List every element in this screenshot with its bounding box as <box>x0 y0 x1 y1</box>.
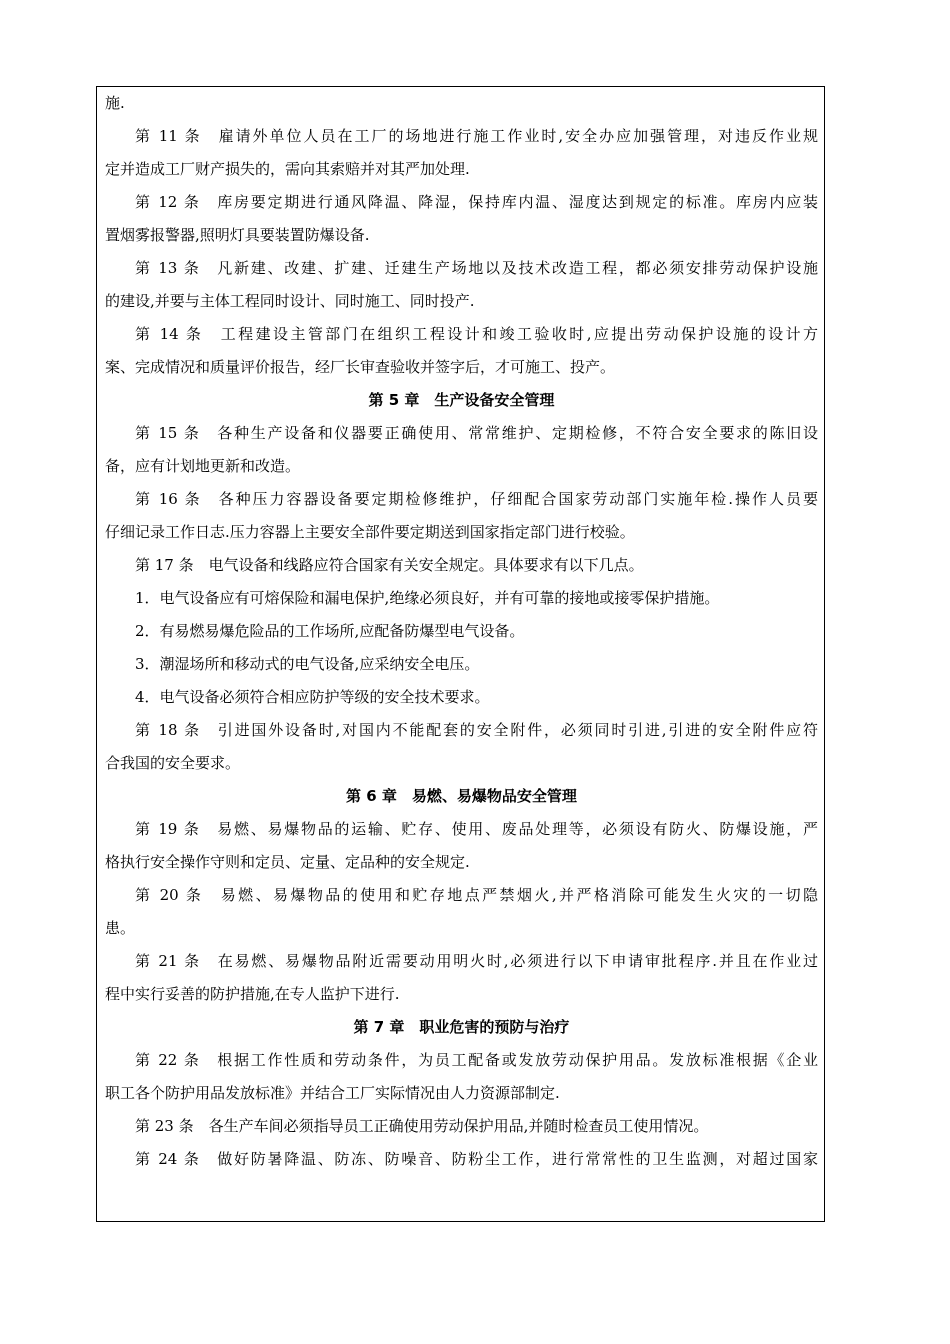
article-15-line: 第 15 条 各种生产设备和仪器要正确使用、常常维护、定期检修，不符合安全要求的陈旧设 <box>135 424 818 442</box>
article-13-line: 第 13 条 凡新建、改建、扩建、迁建生产场地以及技术改造工程，都必须安排劳动保护设施 <box>135 259 818 277</box>
chapter-7-heading: 第 7 章 职业危害的预防与治疗 <box>353 1018 570 1036</box>
text-line: 的建设,并要与主体工程同时设计、同时施工、同时投产. <box>105 292 475 310</box>
text-line: 置烟雾报警器,照明灯具要装置防爆设备. <box>105 226 370 244</box>
article-20-line: 第 20 条 易燃、易爆物品的使用和贮存地点严禁烟火,并严格消除可能发生火灾的一切隐 <box>135 886 818 904</box>
text-line: 职工各个防护用品发放标准》并结合工厂实际情况由人力资源部制定. <box>105 1084 560 1102</box>
text-line: 合我国的安全要求。 <box>105 754 241 772</box>
article-19-line: 第 19 条 易燃、易爆物品的运输、贮存、使用、废品处理等，必须设有防火、防爆设施，严 <box>135 820 818 838</box>
text-line: 施. <box>105 94 125 112</box>
article-21-line: 第 21 条 在易燃、易爆物品附近需要动用明火时,必须进行以下申请审批程序.并且在作业过 <box>135 952 818 970</box>
list-item: 3．潮湿场所和移动式的电气设备,应采纳安全电压。 <box>135 655 480 673</box>
text-line: 格执行安全操作守则和定员、定量、定品种的安全规定. <box>105 853 470 871</box>
text-line: 程中实行妥善的防护措施,在专人监护下进行. <box>105 985 400 1003</box>
article-16-line: 第 16 条 各种压力容器设备要定期检修维护，仔细配合国家劳动部门实施年检.操作人员要 <box>135 490 818 508</box>
article-23-line: 第 23 条 各生产车间必须指导员工正确使用劳动保护用品,并随时检查员工使用情况。 <box>135 1117 709 1135</box>
article-17-line: 第 17 条 电气设备和线路应符合国家有关安全规定。具体要求有以下几点。 <box>135 556 644 574</box>
text-line: 定并造成工厂财产损失的，需向其索赔并对其严加处理. <box>105 160 470 178</box>
text-line: 案、完成情况和质量评价报告，经厂长审查验收并签字后，才可施工、投产。 <box>105 358 616 376</box>
text-line: 仔细记录工作日志.压力容器上主要安全部件要定期送到国家指定部门进行校验。 <box>105 523 635 541</box>
list-item: 2．有易燃易爆危险品的工作场所,应配备防爆型电气设备。 <box>135 622 525 640</box>
article-22-line: 第 22 条 根据工作性质和劳动条件，为员工配备或发放劳动保护用品。发放标准根据《企业 <box>135 1051 818 1069</box>
text-line: 备，应有计划地更新和改造。 <box>105 457 301 475</box>
article-18-line: 第 18 条 引进国外设备时,对国内不能配套的安全附件，必须同时引进,引进的安全附件应符 <box>135 721 818 739</box>
chapter-6-heading: 第 6 章 易燃、易爆物品安全管理 <box>346 787 577 805</box>
article-24-line: 第 24 条 做好防暑降温、防冻、防噪音、防粉尘工作，进行常常性的卫生监测，对超过国家 <box>135 1150 818 1168</box>
document-frame <box>96 86 825 1222</box>
chapter-5-heading: 第 5 章 生产设备安全管理 <box>368 391 555 409</box>
document-body <box>105 87 818 1176</box>
article-12-line: 第 12 条 库房要定期进行通风降温、降湿，保持库内温、湿度达到规定的标准。库房内应装 <box>135 193 818 211</box>
article-11-line: 第 11 条 雇请外单位人员在工厂的场地进行施工作业时,安全办应加强管理，对违反作业规 <box>135 127 818 145</box>
article-14-line: 第 14 条 工程建设主管部门在组织工程设计和竣工验收时,应提出劳动保护设施的设计方 <box>135 325 818 343</box>
list-item: 1．电气设备应有可熔保险和漏电保护,绝缘必须良好，并有可靠的接地或接零保护措施。 <box>135 589 720 607</box>
list-item: 4．电气设备必须符合相应防护等级的安全技术要求。 <box>135 688 490 706</box>
text-line: 患。 <box>105 919 136 937</box>
